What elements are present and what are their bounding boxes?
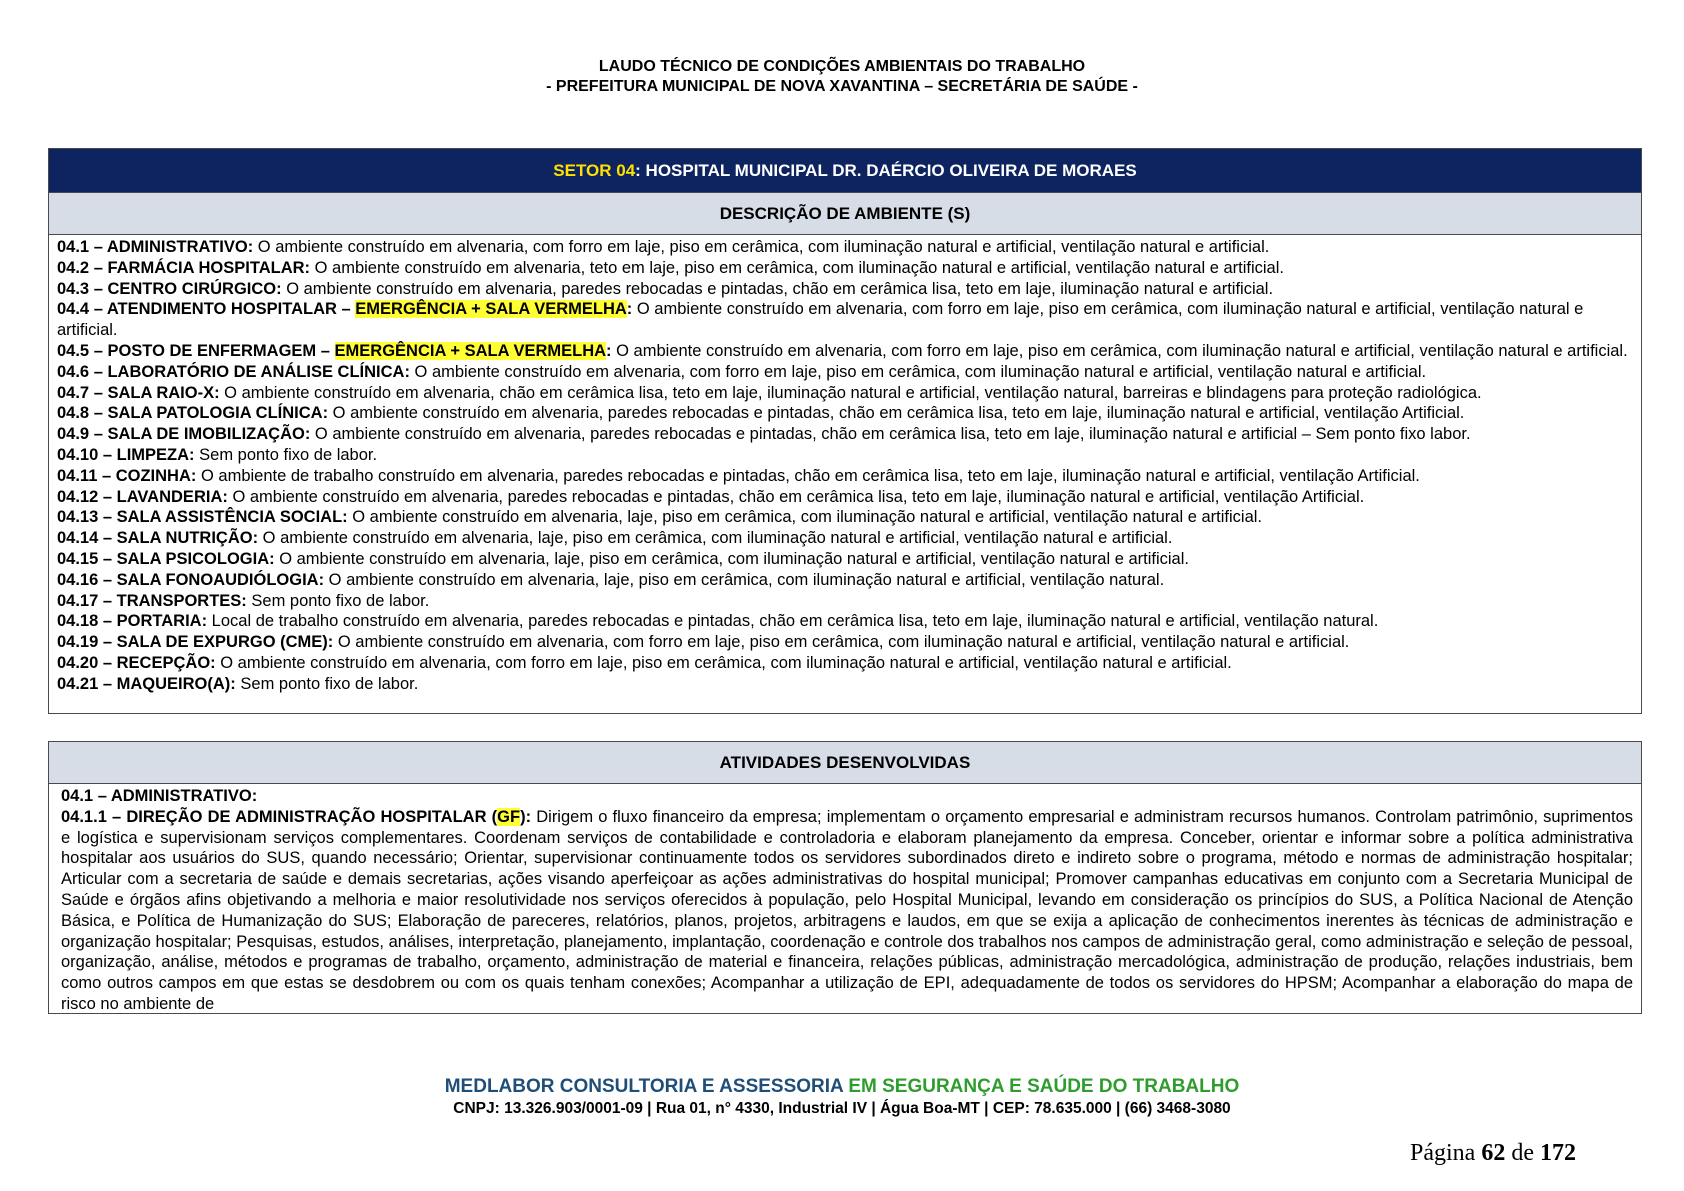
description-item-label: 04.17 – TRANSPORTES: [57, 591, 247, 610]
activity-label: 04.1.1 – DIREÇÃO DE ADMINISTRAÇÃO HOSPITALAR ( [61, 807, 498, 826]
description-item-colon: : [606, 341, 612, 360]
description-item-highlight: EMERGÊNCIA + SALA VERMELHA [355, 300, 627, 319]
description-item [57, 258, 1633, 279]
description-item [57, 383, 1633, 404]
sector-name: : HOSPITAL MUNICIPAL DR. DAÉRCIO OLIVEIRA DE MORAES [635, 161, 1137, 180]
description-item-label: 04.1 – ADMINISTRATIVO: [57, 238, 254, 256]
environment-description-table [48, 148, 1642, 714]
footer-company-tagline: EM SEGURANÇA E SAÚDE DO TRABALHO [843, 1076, 1240, 1097]
description-item [57, 591, 1633, 612]
description-item [57, 507, 1633, 528]
description-item-label: 04.5 – POSTO DE ENFERMAGEM – [57, 341, 335, 360]
description-item-text: O ambiente construído em alvenaria, laje, piso em cerâmica, com iluminação natural e artificial, ventilação natural e artificial. [258, 529, 1173, 548]
description-list [49, 235, 1641, 695]
description-item-text: O ambiente de trabalho construído em alvenaria, paredes rebocadas e pintadas, chão em cerâmica lisa, teto em laje, iluminação natural e artificial, ventilação Artificial. [196, 466, 1420, 485]
description-item-label: 04.11 – COZINHA: [57, 466, 197, 485]
sector-title-bar [49, 149, 1641, 192]
description-item-label: 04.2 – FARMÁCIA HOSPITALAR: [57, 258, 311, 277]
description-item-text: O ambiente construído em alvenaria, com forro em laje, piso em cerâmica, com iluminação natural e artificial, ventilação natural e artificial. [253, 238, 1270, 256]
description-item-text: O ambiente construído em alvenaria, chão em cerâmica lisa, teto em laje, iluminação natural e artificial, ventilação natural, barreiras e blindagens para proteção radiológica. [219, 383, 1482, 402]
description-item [57, 466, 1633, 487]
activity-label-end: ): [520, 807, 532, 826]
page-number [1410, 1140, 1576, 1167]
description-item-label: 04.19 – SALA DE EXPURGO (CME): [57, 633, 334, 652]
description-item-text: O ambiente construído em alvenaria, teto em laje, piso em cerâmica, com iluminação natural e artificial, ventilação natural e artificial. [310, 258, 1284, 277]
page-total: 172 [1540, 1140, 1576, 1166]
description-item-label: 04.7 – SALA RAIO-X: [57, 383, 220, 402]
description-item-label: 04.12 – LAVANDERIA: [57, 487, 228, 506]
page-of: de [1505, 1140, 1540, 1166]
header-title: LAUDO TÉCNICO DE CONDIÇÕES AMBIENTAIS DO TRABALHO [598, 58, 1086, 75]
description-item-label: 04.21 – MAQUEIRO(A): [57, 674, 236, 693]
description-item [57, 611, 1633, 632]
page-current: 62 [1481, 1140, 1506, 1166]
description-item-label: 04.16 – SALA FONOAUDIÓLOGIA: [57, 570, 325, 589]
description-item [57, 237, 1633, 258]
description-item-text: Sem ponto fixo de labor. [235, 674, 419, 693]
description-item-text: O ambiente construído em alvenaria, paredes rebocadas e pintadas, chão em cerâmica lisa, teto em laje, iluminação natural e artificial – Sem ponto fixo labor. [310, 425, 1471, 444]
activities-table [48, 741, 1642, 1014]
footer-company [0, 1076, 1684, 1098]
description-item [57, 653, 1633, 674]
page-label: Página [1410, 1140, 1482, 1166]
description-item-label: 04.10 – LIMPEZA: [57, 445, 195, 464]
description-item-label: 04.9 – SALA DE IMOBILIZAÇÃO: [57, 425, 311, 444]
document-header [0, 57, 1684, 97]
header-subtitle: - PREFEITURA MUNICIPAL DE NOVA XAVANTINA – SECRETÁRIA DE SAÚDE - [546, 78, 1138, 95]
description-item [57, 570, 1633, 591]
activities-subtitle: 04.1 – ADMINISTRATIVO: [61, 787, 258, 805]
description-item-text: O ambiente construído em alvenaria, paredes rebocadas e pintadas, chão em cerâmica lisa, teto em laje, iluminação natural e artificial, ventilação Artificial. [227, 487, 1365, 506]
footer-address: CNPJ: 13.326.903/0001-09 | Rua 01, n° 4330, Industrial IV | Água Boa-MT | CEP: 78.635.000 | (66) 3468-3080 [453, 1100, 1231, 1117]
description-item-text: O ambiente construído em alvenaria, com forro em laje, piso em cerâmica, com iluminação natural e artificial, ventilação natural e artificial. [333, 633, 1350, 652]
activities-heading: ATIVIDADES DESENVOLVIDAS [49, 742, 1641, 784]
activity-item [61, 807, 1633, 1014]
description-item [57, 299, 1633, 341]
footer-company-name: MEDLABOR CONSULTORIA E ASSESSORIA [444, 1076, 844, 1097]
description-item-label: 04.18 – PORTARIA: [57, 612, 208, 631]
description-item-label: 04.6 – LABORATÓRIO DE ANÁLISE CLÍNICA: [57, 362, 410, 381]
description-item-label: 04.13 – SALA ASSISTÊNCIA SOCIAL: [57, 508, 348, 527]
description-item [57, 528, 1633, 549]
description-item-highlight: EMERGÊNCIA + SALA VERMELHA [334, 341, 607, 360]
description-item-text: O ambiente construído em alvenaria, paredes rebocadas e pintadas, chão em cerâmica lisa, teto em laje, iluminação natural e artificial, ventilação Artificial. [328, 404, 1465, 423]
description-item [57, 279, 1633, 300]
description-item [57, 445, 1633, 466]
description-item [57, 403, 1633, 424]
description-item [57, 341, 1633, 362]
description-item-label: 04.20 – RECEPÇÃO: [57, 653, 216, 672]
description-item-label: 04.14 – SALA NUTRIÇÃO: [57, 529, 259, 548]
description-item-colon: : [626, 300, 633, 319]
description-item [57, 487, 1633, 508]
description-item-label: 04.8 – SALA PATOLOGIA CLÍNICA: [57, 404, 329, 423]
description-item-label: 04.15 – SALA PSICOLOGIA: [57, 549, 275, 568]
description-item-text: O ambiente construído em alvenaria, com forro em laje, piso em cerâmica, com iluminação natural e artificial, ventilação natural e artificial. [611, 341, 1628, 360]
sector-label: SETOR 04 [553, 161, 636, 180]
activity-label-highlight: GF [497, 807, 521, 826]
description-item-text: O ambiente construído em alvenaria, com forro em laje, piso em cerâmica, com iluminação natural e artificial, ventilação natural e artificial. [57, 300, 1584, 340]
activities-body [49, 784, 1641, 1014]
description-heading: DESCRIÇÃO DE AMBIENTE (S) [49, 192, 1641, 235]
description-item-text: O ambiente construído em alvenaria, paredes rebocadas e pintadas, chão em cerâmica lisa, teto em laje, iluminação natural e artificial. [281, 279, 1274, 298]
description-item-text: Sem ponto fixo de labor. [194, 445, 378, 464]
description-item-text: O ambiente construído em alvenaria, laje, piso em cerâmica, com iluminação natural e artificial, ventilação natural e artificial. [274, 549, 1189, 568]
description-item-text: Sem ponto fixo de labor. [246, 591, 430, 610]
description-item [57, 549, 1633, 570]
description-item-label: 04.3 – CENTRO CIRÚRGICO: [57, 279, 282, 298]
description-item-text: O ambiente construído em alvenaria, laje, piso em cerâmica, com iluminação natural e artificial, ventilação natural. [324, 570, 1165, 589]
description-item [57, 632, 1633, 653]
description-item [57, 674, 1633, 695]
description-item [57, 362, 1633, 383]
activity-text: Dirigem o fluxo financeiro da empresa; implementam o orçamento empresarial e administram recursos humanos. Controlam patrimônio, suprimentos e logística e supervisionam serviços complementares. Coordenam serviços de contabilidade e controladoria e elaboram planejamento da empresa. Conceber, orientar e informar sobre a política administrativa hospitalar aos usuários do SUS, quando necessário; Orientar, supervisionar continuamente todos os servidores subordinados direto e indireto sobre o programa, método e normas de administração hospitalar; Articular com a secretaria de saúde e demais secretarias, ações visando aperfeiçoar as ações administrativas do hospital municipal; Promover campanhas educativas em conjunto com a Secretaria Municipal de Saúde e órgãos afins objetivando a melhoria e maior resolutividade nos serviços oferecidos à população, pelo Hospital Municipal, levando em consideração os princípios do SUS, a Política Nacional de Atenção Básica, e Política de Humanização do SUS; Elaboração de pareceres, relatórios, planos, projetos, arbitragens e laudos, em que se exija a aplicação de conhecimentos inerentes às técnicas de administração e organização hospitalar; Pesquisas, estudos, análises, interpretação, planejamento, implantação, coordenação e controle dos trabalhos nos campos de administração geral, como administração e seleção de pessoal, organização, análise, métodos e programas de trabalho, orçamento, administração de material e financeira, relações públicas, administração mercadológica, administração de produção, relações industriais, bem como outros campos em que estas se desdobrem ou com os quais tenham conexões; Acompanhar a utilização de EPI, adequadamente de todos os servidores do HPSM; Acompanhar a elaboração do mapa de risco no ambiente de [61, 807, 1633, 1013]
description-item-label: 04.4 – ATENDIMENTO HOSPITALAR – [57, 300, 356, 319]
description-item-text: O ambiente construído em alvenaria, com forro em laje, piso em cerâmica, com iluminação natural e artificial, ventilação natural e artificial. [409, 362, 1427, 381]
description-item-text: O ambiente construído em alvenaria, laje, piso em cerâmica, com iluminação natural e artificial, ventilação natural e artificial. [347, 508, 1262, 527]
description-item-text: O ambiente construído em alvenaria, com forro em laje, piso em cerâmica, com iluminação natural e artificial, ventilação natural e artificial. [215, 653, 1232, 672]
description-item [57, 424, 1633, 445]
description-item-text: Local de trabalho construído em alvenaria, paredes rebocadas e pintadas, chão em cerâmica lisa, teto em laje, iluminação natural e artificial, ventilação natural. [207, 612, 1379, 631]
